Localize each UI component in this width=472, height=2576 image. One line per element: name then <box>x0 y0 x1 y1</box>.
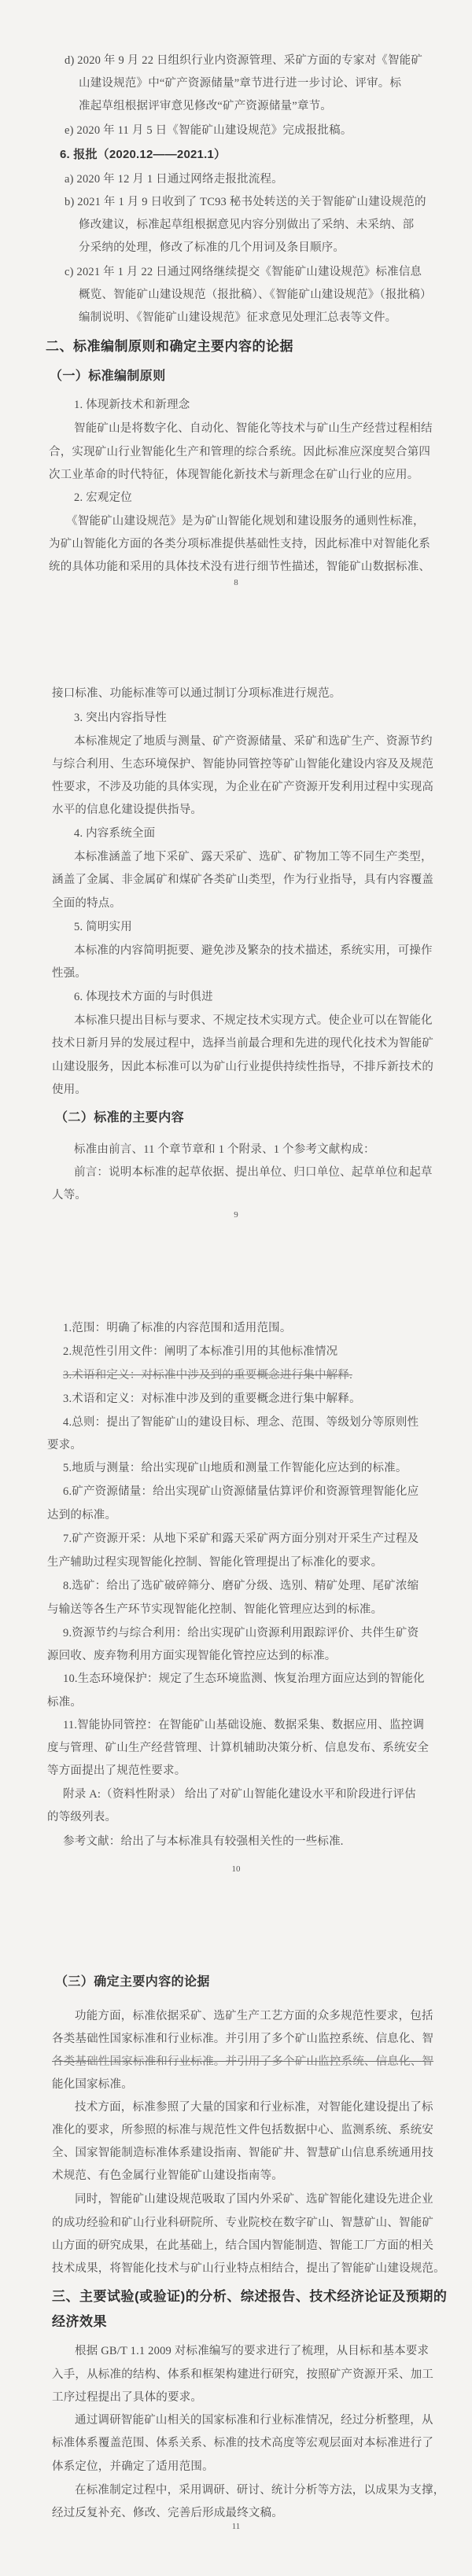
text-line: 标准。 <box>47 1696 83 1709</box>
section-heading: 二、标准编制原则和确定主要内容的论据 <box>46 339 293 354</box>
text-line: 标准由前言、11 个章节章和 1 个附录、1 个参考文献构成： <box>74 1143 375 1156</box>
text-line: 等方面提出了规范性要求。 <box>47 1765 186 1777</box>
text-line: 为矿山智能化方面的各类分项标准提供基础性支持，因此标准中对智能化系 <box>49 538 431 550</box>
text-line: 1.范围：明确了标准的内容范围和适用范围。 <box>63 1322 292 1334</box>
text-line: 修改建议，标准起草组根据意见内容分别做出了采纳、未采纳、部 <box>79 219 415 231</box>
section-heading: （三）确定主要内容的论据 <box>55 1975 210 1989</box>
text-line: 全面的特点。 <box>52 897 122 910</box>
text-line: 2.规范性引用文件：阐明了本标准引用的其他标准情况 <box>63 1345 338 1358</box>
section-heading: （一）标准编制原则 <box>50 370 166 383</box>
struck-text-line: 3.术语和定义：对标准中涉及到的重要概念进行集中解释. <box>63 1369 352 1382</box>
text-line: 分采纳的处理，修改了标准的几个用词及条目顺序。 <box>79 241 345 254</box>
text-line: 山方面的研究成果，在此基础上，结合国内智能制造、智能工厂方面的相关 <box>52 2239 434 2252</box>
section-heading: 6. 报批（2020.12——2021.1） <box>60 148 227 161</box>
text-line: 次工业革命的时代特征，体现智能化新技术与新理念在矿山行业的应用。 <box>49 469 419 481</box>
text-line: 体系定位，并确定了适用范围。 <box>52 2460 214 2473</box>
text-line: 工序过程提出了具体的要求。 <box>52 2391 203 2404</box>
text-line: 4. 内容系统全面 <box>74 827 156 840</box>
text-line: 3. 突出内容指导性 <box>74 712 167 724</box>
text-line: 7.矿产资源开采：从地下采矿和露天采矿两方面分别对开采生产过程及 <box>63 1533 419 1545</box>
text-line: 通过调研智能矿山相关的国家标准和行业标准情况，经过分析整理，从 <box>75 2414 433 2427</box>
text-line: 11.智能协同管控：在智能矿山基础设施、数据采集、数据应用、监控调 <box>63 1719 425 1731</box>
text-line: 各类基础性国家标准和行业标准。并引用了多个矿山监控系统、信息化、智 <box>52 2033 434 2045</box>
text-line: 同时，智能矿山建设规范吸取了国内外采矿、选矿智能化建设先进企业 <box>75 2193 433 2206</box>
text-line: 的成功经验和矿山行业科研院所、专业院校在数字矿山、智慧矿山、智能矿 <box>52 2217 434 2229</box>
text-line: 概览、智能矿山建设规范（报批稿）、《智能矿山建设规范》（报批稿） <box>79 289 432 301</box>
page-number: 11 <box>231 2522 241 2531</box>
section-heading: （二）标准的主要内容 <box>55 1111 185 1124</box>
text-line: 统的具体功能和采用的具体技术没有进行细节性描述，智能矿山数据标准、 <box>49 561 431 573</box>
text-line: 6.矿产资源储量：给出实现矿山资源储量估算评价和资源管理智能化应 <box>63 1485 419 1498</box>
text-line: 全、国家智能制造标准体系建设指南、智能矿井、智慧矿山信息系统通用技 <box>52 2147 434 2159</box>
text-line: 技术方面，标准参照了大量的国家和行业标准，对智能化建设提出了标 <box>75 2101 433 2114</box>
struck-text-line: 各类基础性国家标准和行业标准。并引用了多个矿山监控系统、信息化、智 <box>52 2055 434 2068</box>
text-line: 性要求，不涉及功能的具体实现，为企业在矿产资源开发利用过程中实现高 <box>52 781 434 793</box>
text-line: 根据 GB/T 1.1 2009 对标准编写的要求进行了梳理，从目标和基本要求 <box>75 2345 430 2357</box>
text-line: 涵盖了金属、非金属矿和煤矿各类矿山类型，作为行业指导，具有内容覆盖 <box>52 874 434 886</box>
text-line: 的等级列表。 <box>47 1811 117 1823</box>
text-line: 技术日新月异的发展过程中，选择当前最合理和先进的现代化技术为智能矿 <box>52 1037 434 1050</box>
text-line: 使用。 <box>52 1084 87 1096</box>
text-line: 达到的标准。 <box>47 1509 117 1522</box>
text-line: 要求。 <box>47 1439 83 1452</box>
text-line: 人等。 <box>52 1189 87 1202</box>
text-line: 水平的信息化建设提供指导。 <box>52 804 203 816</box>
text-line: 《智能矿山建设规范》是为矿山智能化规划和建设服务的通则性标准， <box>66 515 425 528</box>
text-line: 5. 简明实用 <box>74 921 132 933</box>
text-line: 3.术语和定义：对标准中涉及到的重要概念进行集中解释。 <box>63 1393 361 1405</box>
text-line: 本标准规定了地质与测量、矿产资源储量、采矿和选矿生产、资源节约 <box>74 735 433 748</box>
text-line: 6. 体现技术方面的与时俱进 <box>74 991 213 1003</box>
text-line: 山建设规范》中“矿产资源储量”章节进行进一步讨论、评审。标 <box>79 77 402 90</box>
text-line: 参考文献：给出了与本标准具有较强相关性的一些标准. <box>63 1835 344 1848</box>
text-line: e) 2020 年 11 月 5 日《智能矿山建设规范》完成报批稿。 <box>65 124 352 137</box>
text-line: 1. 体现新技术和新理念 <box>74 399 190 411</box>
section-heading: 经济效果 <box>52 2314 107 2329</box>
text-line: a) 2020 年 12 月 1 日通过网络走报批流程。 <box>65 173 283 186</box>
text-line: 与输送等各生产环节实现智能化控制、智能化管理应达到的标准。 <box>47 1603 383 1616</box>
section-heading: 三、主要试验(或验证)的分析、综述报告、技术经济论证及预期的 <box>52 2289 448 2304</box>
text-line: 技术成果，将智能化技术与矿山行业特点相结合，提出了智能矿山建设规范。 <box>52 2262 445 2275</box>
text-line: 前言：说明本标准的起草依据、提出单位、归口单位、起草单位和起草 <box>74 1166 433 1179</box>
text-line: 度与管理、矿山生产经营管理、计算机辅助决策分析、信息发布、系统安全 <box>47 1742 430 1754</box>
text-line: 源回收、废弃物利用方面实现智能化管控应达到的标准。 <box>47 1650 337 1662</box>
text-line: c) 2021 年 1 月 22 日通过网络继续提交《智能矿山建设规范》标准信息 <box>65 266 422 278</box>
text-line: 8.选矿：给出了选矿破碎筛分、磨矿分级、选别、精矿处理、尾矿浓缩 <box>63 1580 419 1592</box>
text-line: 经过反复补充、修改、完善后形成最终文稿。 <box>52 2507 283 2519</box>
text-line: 生产辅助过程实现智能化控制、智能化管理提出了标准化的要求。 <box>47 1556 383 1569</box>
text-line: 编制说明、《智能矿山建设规范》征求意见处理汇总表等文件。 <box>79 311 397 324</box>
text-line: b) 2021 年 1 月 9 日收到了 TC93 秘书处转送的关于智能矿山建设规范的 <box>65 196 426 208</box>
text-line: 能化国家标准。 <box>52 2078 133 2091</box>
text-line: 性强。 <box>52 967 87 980</box>
page-number: 8 <box>234 578 238 587</box>
text-line: 合，实现矿山行业智能化生产和管理的综合系统。因此标准应深度契合第四 <box>49 446 431 458</box>
text-line: 准化的要求，所参照的标准与规范性文件包括数据中心、监测系统、系统安 <box>52 2124 434 2136</box>
text-line: 术规范、有色金属行业智能矿山建设指南等。 <box>52 2169 283 2182</box>
text-line: 接口标准、功能标准等可以通过制订分项标准进行规范。 <box>52 687 341 700</box>
text-line: d) 2020 年 9 月 22 日组织行业内资源管理、采矿方面的专家对《智能矿 <box>65 54 423 67</box>
text-line: 功能方面，标准依据采矿、选矿生产工艺方面的众多规范性要求，包括 <box>75 2010 433 2022</box>
text-line: 5.地质与测量：给出实现矿山地质和测量工作智能化应达到的标准。 <box>63 1462 407 1474</box>
text-line: 10.生态环境保护：规定了生态环境监测、恢复治理方面应达到的智能化 <box>63 1673 425 1685</box>
text-line: 本标准的内容简明扼要、避免涉及繁杂的技术描述，系统实用，可操作 <box>74 944 433 957</box>
text-line: 在标准制定过程中，采用调研、研讨、统计分析等方法，以成果为支撑， <box>75 2484 445 2497</box>
text-line: 本标准只提出目标与要求、不规定技术实现方式。使企业可以在智能化 <box>74 1014 433 1027</box>
text-line: 入手，从标准的结构、体系和框架构建进行研究，按照矿产资源开采、加工 <box>52 2368 434 2381</box>
text-line: 2. 宏观定位 <box>74 491 132 504</box>
page-number: 9 <box>234 1210 238 1220</box>
text-line: 9.资源节约与综合利用：给出实现矿山资源利用跟踪评价、共伴生矿资 <box>63 1627 419 1639</box>
text-line: 4.总则：提出了智能矿山的建设目标、理念、范围、等级划分等原则性 <box>63 1416 419 1429</box>
text-line: 与综合利用、生态环境保护、智能协同管控等矿山智能化建设内容及及规范 <box>52 758 434 771</box>
text-line: 山建设服务，因此本标准可以为矿山行业提供持续性指导，不排斥新技术的 <box>52 1061 434 1073</box>
text-line: 标准体系覆盖范围、体系关系、标准的技术高度等宏观层面对本标准进行了 <box>52 2437 434 2449</box>
text-line: 准起草组根据评审意见修改“矿产资源储量”章节。 <box>79 100 332 112</box>
text-line: 附录 A:（资料性附录） 给出了对矿山智能化建设水平和阶段进行评估 <box>63 1788 416 1801</box>
page-number: 10 <box>231 1864 241 1874</box>
text-line: 智能矿山是将数字化、自动化、智能化等技术与矿山生产经营过程相结 <box>74 422 433 435</box>
text-line: 本标准涵盖了地下采矿、露天采矿、选矿、矿物加工等不同生产类型， <box>74 851 433 863</box>
